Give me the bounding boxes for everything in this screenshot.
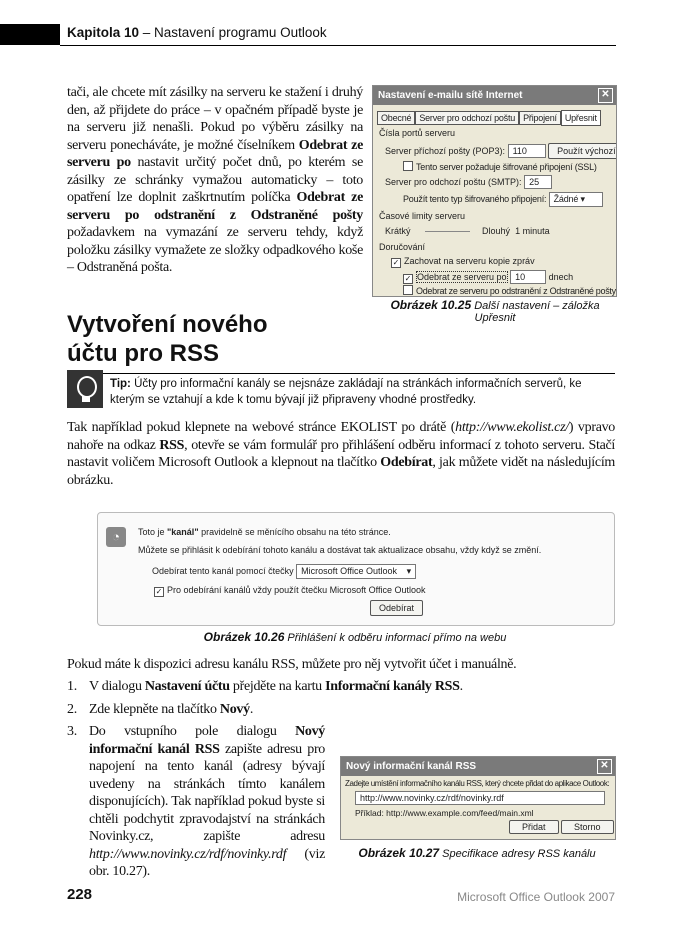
item-number: 3. [67,724,77,739]
remove-after-checkbox[interactable]: ✓ [404,274,412,283]
header-bar [0,24,60,45]
dialog-title: Nastavení e-mailu sítě Internet [378,90,523,101]
paragraph-3 [67,656,615,674]
caption-text: Specifikace adresy RSS kanálu [439,848,596,860]
days-stepper[interactable]: 10 [510,270,546,284]
smtp-input[interactable]: 25 [524,175,552,189]
book-title: Microsoft Office Outlook 2007 [457,890,615,904]
list-item [67,678,615,696]
timeout-value: 1 minuta [515,226,550,236]
add-button[interactable]: Přidat [509,820,559,834]
text-run: zapište adresu pro napojení na tento kanál (adresy bývají uvedeny na stránkách tímto kanálem disponujících). Tak například pokud byste si chtěli podchytit zpravodajství na stránkách Novinky.cz, zapište adresu [89,741,326,844]
feed-text: Toto je [138,527,168,537]
caption-text: Přihlášení k odběru informací přímo na webu [284,632,507,644]
text-run: , otevře se vám formulář pro přihlášení odběru informací z tohoto serveru. Stačí nastavit voličem Microsoft Outlook a klepnout na tlačítko [67,437,615,470]
pop3-input[interactable]: 110 [508,144,546,158]
caption-10-27 [340,846,614,860]
caption-number: Obrázek 10.27 [358,846,440,860]
bold-text: RSS [159,437,185,453]
chevron-down-icon: ▾ [580,194,585,204]
figure-10-26-panel [97,512,615,626]
caption-10-26 [97,630,613,644]
item-text [89,702,253,717]
tip-text: Účty pro informační kanály se nejsnáze zakládají na stránkách informačních serverů, ke kterým se vztahují a kde k tomu bývají již připraveny vhodné prostředky. [110,378,582,406]
list-item [67,701,615,719]
item-number: 1. [67,679,77,694]
bold-text: Informační kanály RSS [325,679,460,694]
bold-text: Nastavení účtu [144,679,230,694]
bold-text: Odebírat [380,455,433,470]
group-ports: Čísla portů serveru [379,128,456,138]
bold-text: Odebrat ze serveru po [67,137,363,170]
always-use-checkbox[interactable]: ✓ [155,587,163,596]
reader-label: Odebírat tento kanál pomocí čtečky [152,566,294,576]
ssl-checkbox[interactable] [403,161,413,171]
italic-text: http://www.ekolist.cz/ [455,420,569,435]
lightbulb-icon [67,370,103,408]
italic-text: http://www.novinky.cz/rdf/novinky.rdf [89,846,287,862]
bold-text: Odebrat ze serveru po odstranění z Odstraněné pošty [67,190,363,223]
item-number: 2. [67,701,77,717]
rss-feed-icon: ◔ [106,527,126,547]
url-example: Příklad: http://www.example.com/feed/main.xml [355,808,534,818]
text-run: Tak například pokud klepnete na webové stránce EKOLIST po drátě ( [67,420,456,435]
remove-deleted-label: Odebrat ze serveru po odstranění z Odstraněné pošty [416,286,616,296]
encryption-select[interactable] [549,192,603,207]
text-run: požadavkem na vymazání ze serveru tehdy, když položku zásilky vymažete ze složky odpadkového koše – Odstraněná pošta. [67,225,363,275]
paragraph-2 [67,419,615,489]
bold-text: Nový informační kanál RSS [89,724,325,757]
caption-number: Obrázek 10.26 [203,630,285,644]
tab-connection[interactable]: Připojení [519,111,561,125]
ssl-label: Tento server požaduje šifrované připojení (SSL) [416,162,597,172]
cancel-button[interactable]: Storno [561,820,614,834]
remove-after-label: Odebrat ze serveru po [417,272,507,282]
caption-number: Obrázek 10.25 [390,298,472,312]
keep-copy-label: Zachovat na serveru kopie zpráv [404,256,535,266]
close-icon[interactable]: ✕ [597,759,612,774]
caption-10-25 [385,298,605,324]
running-header [67,25,327,40]
text-run: Do vstupního pole dialogu [89,724,296,739]
text-run: Pokud máte k dispozici adresu kanálu RSS, můžete pro něj vytvořit účet i manuálně. [67,657,517,672]
text-run: V dialogu [89,679,145,694]
feed-text: pravidelně se měnícího obsahu na této stránce. [198,527,391,537]
short-label: Krátký [385,226,411,236]
tab-outgoing[interactable]: Server pro odchozí poštu [415,111,519,125]
always-use-label: Pro odebírání kanálů vždy použít čtečku Microsoft Office Outlook [167,585,426,595]
bold-text: Nový [219,701,250,717]
text-run: . [249,701,254,717]
chevron-down-icon: ▾ [406,566,412,576]
figure-10-25-dialog [372,85,617,297]
group-delivery: Doručování [379,242,426,252]
chapter-title: – Nastavení programu Outlook [139,25,327,40]
encryption-label: Použít tento typ šifrovaného připojení: [403,194,547,204]
text-run: tači, ale chcete mít zásilky na serveru ke stažení i druhý den, až přijdete do práce – v opačném případě byste je na serveru již nenašli. Pokud po výběru zásilky na serveru ponecháváte, je možné číselníkem [67,85,363,153]
pop3-label: Server příchozí pošty (POP3): [385,146,506,156]
caption-text: Další nastavení – záložka Upřesnit [471,300,600,324]
keep-copy-checkbox[interactable]: ✓ [392,258,400,267]
url-prompt: Zadejte umístění informačního kanálu RSS, který chcete přidat do aplikace Outlook: [345,779,610,788]
days-unit: dnech [548,272,574,282]
subscribe-button[interactable]: Odebírat [370,600,423,616]
timeout-slider[interactable] [425,231,470,232]
page-number: 228 [67,886,93,903]
tip-box [110,376,615,408]
item-text [89,679,463,694]
chapter-number: Kapitola 10 [67,25,140,40]
section-heading: Vytvoření nového účtu pro RSS [67,311,268,367]
long-label: Dlouhý [482,226,511,236]
reader-value: Microsoft Office Outlook [301,566,397,576]
text-run: ) vpravo nahoře na odkaz [67,420,616,453]
tip-label: Tip: [110,378,131,390]
smtp-label: Server pro odchozí poštu (SMTP): [385,177,522,187]
text-run: , jak můžete vidět na následujícím obrázku. [67,455,615,488]
text-run: . [459,679,463,694]
use-default-button[interactable]: Použít výchozí [548,143,617,159]
text-run: (viz obr. 10.27). [89,846,325,879]
tab-general[interactable]: Obecné [377,111,415,125]
encryption-value: Žádné [553,194,579,204]
close-icon[interactable]: ✕ [598,88,613,103]
feed-keyword: "kanál" [167,527,199,537]
paragraph-1 [67,84,363,277]
feed-description: Můžete se přihlásit k odebírání tohoto kanálu a dostávat tak aktualizace obsahu, vždy když se změní. [138,545,542,555]
tip-rule [103,373,615,374]
dialog-title: Nový informační kanál RSS [346,761,477,772]
reader-select[interactable] [296,564,416,579]
figure-10-27-dialog [340,756,616,840]
text-run: nastavit určitý počet dnů, po kterém se zásilky ze schránky vymažou automaticky – toto opatření lze doplnit zaškrtnutím políčka [67,155,363,205]
group-timeouts: Časové limity serveru [379,211,466,221]
tab-advanced[interactable]: Upřesnit [561,110,601,126]
header-rule [60,45,616,46]
feed-url-input[interactable]: http://www.novinky.cz/rdf/novinky.rdf [355,791,605,805]
text-run: přejděte na kartu [229,679,326,694]
text-run: Zde klepněte na tlačítko [89,701,220,717]
remove-deleted-checkbox[interactable] [403,285,413,295]
